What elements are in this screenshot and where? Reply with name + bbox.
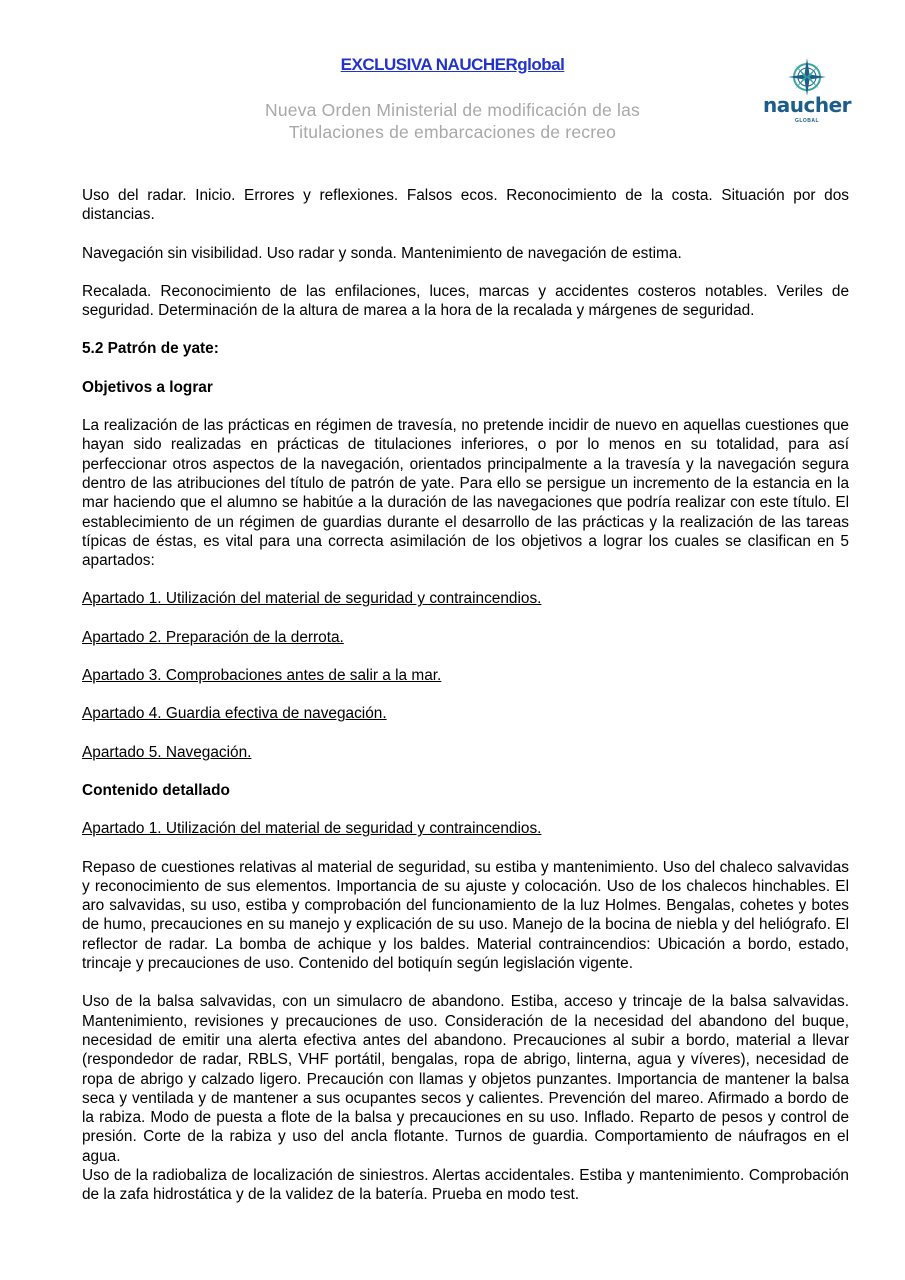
objectives-paragraph: La realización de las prácticas en régimen de travesía, no pretende incidir de nuevo en aquellas cuestiones que hayan sido realizadas en prácticas de titulaciones inferiores, o por lo menos en su totalidad, para así perfeccionar otros aspectos de la navegación, orientados principalmente a la travesía y la navegación segura dentro de las atribuciones del título de patrón de yate. Para ello se persigue un incremento de la estancia en la mar haciendo que el alumno se habitúe a la duración de las navegaciones que podría realizar con este título. El establecimiento de un régimen de guardias durante el desarrollo de las prácticas y la realización de las tareas típicas de éstas, es vital para una correcta asimilación de los objetivos a lograr los cuales se clasifican en 5 apartados: xyxy=(82,417,849,570)
epirb-paragraph: Uso de la radiobaliza de localización de siniestros. Alertas accidentales. Estiba y mantenimiento. Comprobación de la zafa hidrostática y de la validez de la batería. Prueba en modo test. xyxy=(82,1166,849,1204)
apartado-item-2: Apartado 2. Preparación de la derrota. xyxy=(82,628,344,646)
paragraph-landfall: Recalada. Reconocimiento de las enfilaciones, luces, marcas y accidentes costeros notables. Veriles de seguridad. Determinación de la altura de marea a la hora de la recalada y márgenes de seguridad. xyxy=(82,282,849,320)
exclusive-link[interactable]: EXCLUSIVA NAUCHERglobal xyxy=(340,55,565,74)
logo-subtext: GLOBAL xyxy=(794,118,820,124)
naucher-logo xyxy=(762,57,852,129)
content-heading: Contenido detallado xyxy=(82,781,230,799)
subtitle-line-1: Nueva Orden Ministerial de modificación de las xyxy=(265,100,640,120)
apartado-item-5: Apartado 5. Navegación. xyxy=(82,743,252,761)
compass-rose-icon xyxy=(786,57,828,97)
apartado-item-3: Apartado 3. Comprobaciones antes de salir a la mar. xyxy=(82,667,442,685)
liferaft-paragraph: Uso de la balsa salvavidas, con un simulacro de abandono. Estiba, acceso y trincaje de la balsa salvavidas. Mantenimiento, revisiones y precauciones de uso. Consideración de la necesidad del abandono del buque, necesidad de emitir una alerta efectiva antes del abandono. Precauciones al subir a bordo, material a llevar (respondedor de radar, RBLS, VHF portátil, bengalas, ropa de abrigo, linterna, agua y víveres), necesidad de ropa de abrigo y calzado ligero. Precaución con llamas y objetos punzantes. Importancia de mantener la balsa seca y ventilada y de mantener a sus ocupantes secos y calientes. Prevención del mareo. Afirmado a bordo de la rabiza. Modo de puesta a flote de la balsa y precauciones en su uso. Inflado. Reparto de pesos y control de presión. Corte de la rabiza y uso del ancla flotante. Turnos de guardia. Comportamiento de náufragos en el agua. xyxy=(82,993,849,1165)
objectives-heading: Objetivos a lograr xyxy=(82,378,213,396)
apartado-item-4: Apartado 4. Guardia efectiva de navegación. xyxy=(82,705,387,723)
paragraph-visibility: Navegación sin visibilidad. Uso radar y sonda. Mantenimiento de navegación de estima. xyxy=(82,244,682,262)
safety-material-paragraph: Repaso de cuestiones relativas al material de seguridad, su estiba y mantenimiento. Uso del chaleco salvavidas y reconocimiento de sus elementos. Importancia de su ajuste y colocación. Uso de los chalecos hinchables. El aro salvavidas, su uso, estiba y comprobación del funcionamiento de la luz Holmes. Bengalas, cohetes y botes de humo, precauciones en su manejo y explicación de su uso. Manejo de la bocina de niebla y del heliógrafo. El reflector de radar. La bomba de achique y los baldes. Material contraincendios: Ubicación a bordo, estado, trincaje y precauciones de uso. Contenido del botiquín según legislación vigente. xyxy=(82,858,849,973)
apartado-item-1: Apartado 1. Utilización del material de seguridad y contraincendios. xyxy=(82,590,542,608)
page-header xyxy=(0,52,905,152)
paragraph-radar: Uso del radar. Inicio. Errores y reflexiones. Falsos ecos. Reconocimiento de la costa. Situación por dos distancias. xyxy=(82,187,849,224)
apartado-1-heading: Apartado 1. Utilización del material de seguridad y contraincendios. xyxy=(82,820,542,838)
document-body xyxy=(82,186,849,1205)
section-heading: 5.2 Patrón de yate: xyxy=(82,340,219,358)
logo-wordmark: naucher xyxy=(763,93,851,117)
subtitle-line-2: Titulaciones de embarcaciones de recreo xyxy=(288,122,617,142)
